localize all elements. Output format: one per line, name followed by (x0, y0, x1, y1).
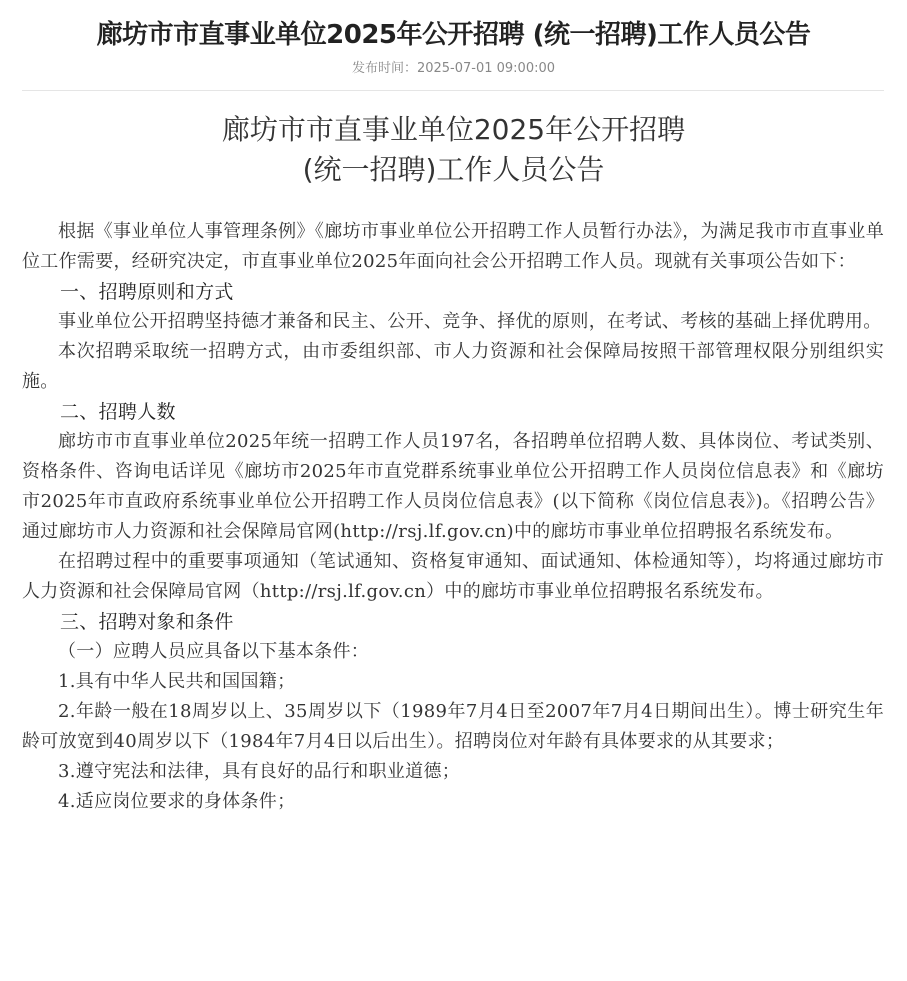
paragraph: 廊坊市市直事业单位2025年统一招聘工作人员197名，各招聘单位招聘人数、具体岗位、考试类别、资格条件、咨询电话详见《廊坊市2025年市直党群系统事业单位公开招聘工作人员岗位信息表》和《廊坊市2025年市直政府系统事业单位公开招聘工作人员岗位信息表》(以下简称《岗位信息表》)。《招聘公告》通过廊坊市人力资源和社会保障局官网(http://rsj.lf.gov.cn)中的廊坊市事业单位招聘报名系统发布。 (22, 431, 884, 542)
article-body (22, 217, 884, 817)
list-item: 2.年龄一般在18周岁以上、35周岁以下（1989年7月4日至2007年7月4日期间出生）。博士研究生年龄可放宽到40周岁以下（1984年7月4日以后出生）。招聘岗位对年龄有具体要求的从其要求； (22, 701, 884, 752)
header-divider (22, 90, 884, 91)
article-title (0, 110, 907, 190)
paragraph: 事业单位公开招聘坚持德才兼备和民主、公开、竞争、择优的原则，在考试、考核的基础上择优聘用。 (58, 311, 882, 332)
list-item: 1.具有中华人民共和国国籍； (58, 671, 296, 692)
list-item: 4.适应岗位要求的身体条件； (58, 791, 296, 812)
article-title-line-2: (统一招聘)工作人员公告 (302, 153, 605, 186)
publish-time: 发布时间：2025-07-01 09:00:00 (351, 61, 556, 76)
intro-paragraph: 根据《事业单位人事管理条例》《廊坊市事业单位公开招聘工作人员暂行办法》，为满足我市市直事业单位工作需要，经研究决定，市直事业单位2025年面向社会公开招聘工作人员。现就有关事项公告如下： (22, 221, 884, 272)
section-heading-2: 二、招聘人数 (60, 401, 176, 423)
paragraph: 在招聘过程中的重要事项通知（笔试通知、资格复审通知、面试通知、体检通知等），均将通过廊坊市人力资源和社会保障局官网（http://rsj.lf.gov.cn）中的廊坊市事业单位招聘报名系统发布。 (22, 551, 884, 602)
page-header (0, 0, 907, 90)
list-item: 3.遵守宪法和法律，具有良好的品行和职业道德； (58, 761, 461, 782)
page-title: 廊坊市市直事业单位2025年公开招聘 (统一招聘)工作人员公告 (96, 20, 811, 50)
section-heading-1: 一、招聘原则和方式 (60, 281, 234, 303)
paragraph: 本次招聘采取统一招聘方式，由市委组织部、市人力资源和社会保障局按照干部管理权限分别组织实施。 (22, 341, 884, 392)
section-heading-3: 三、招聘对象和条件 (60, 611, 234, 633)
article-title-line-1: 廊坊市市直事业单位2025年公开招聘 (221, 113, 686, 146)
subsection-heading: （一）应聘人员应具备以下基本条件： (58, 641, 370, 662)
